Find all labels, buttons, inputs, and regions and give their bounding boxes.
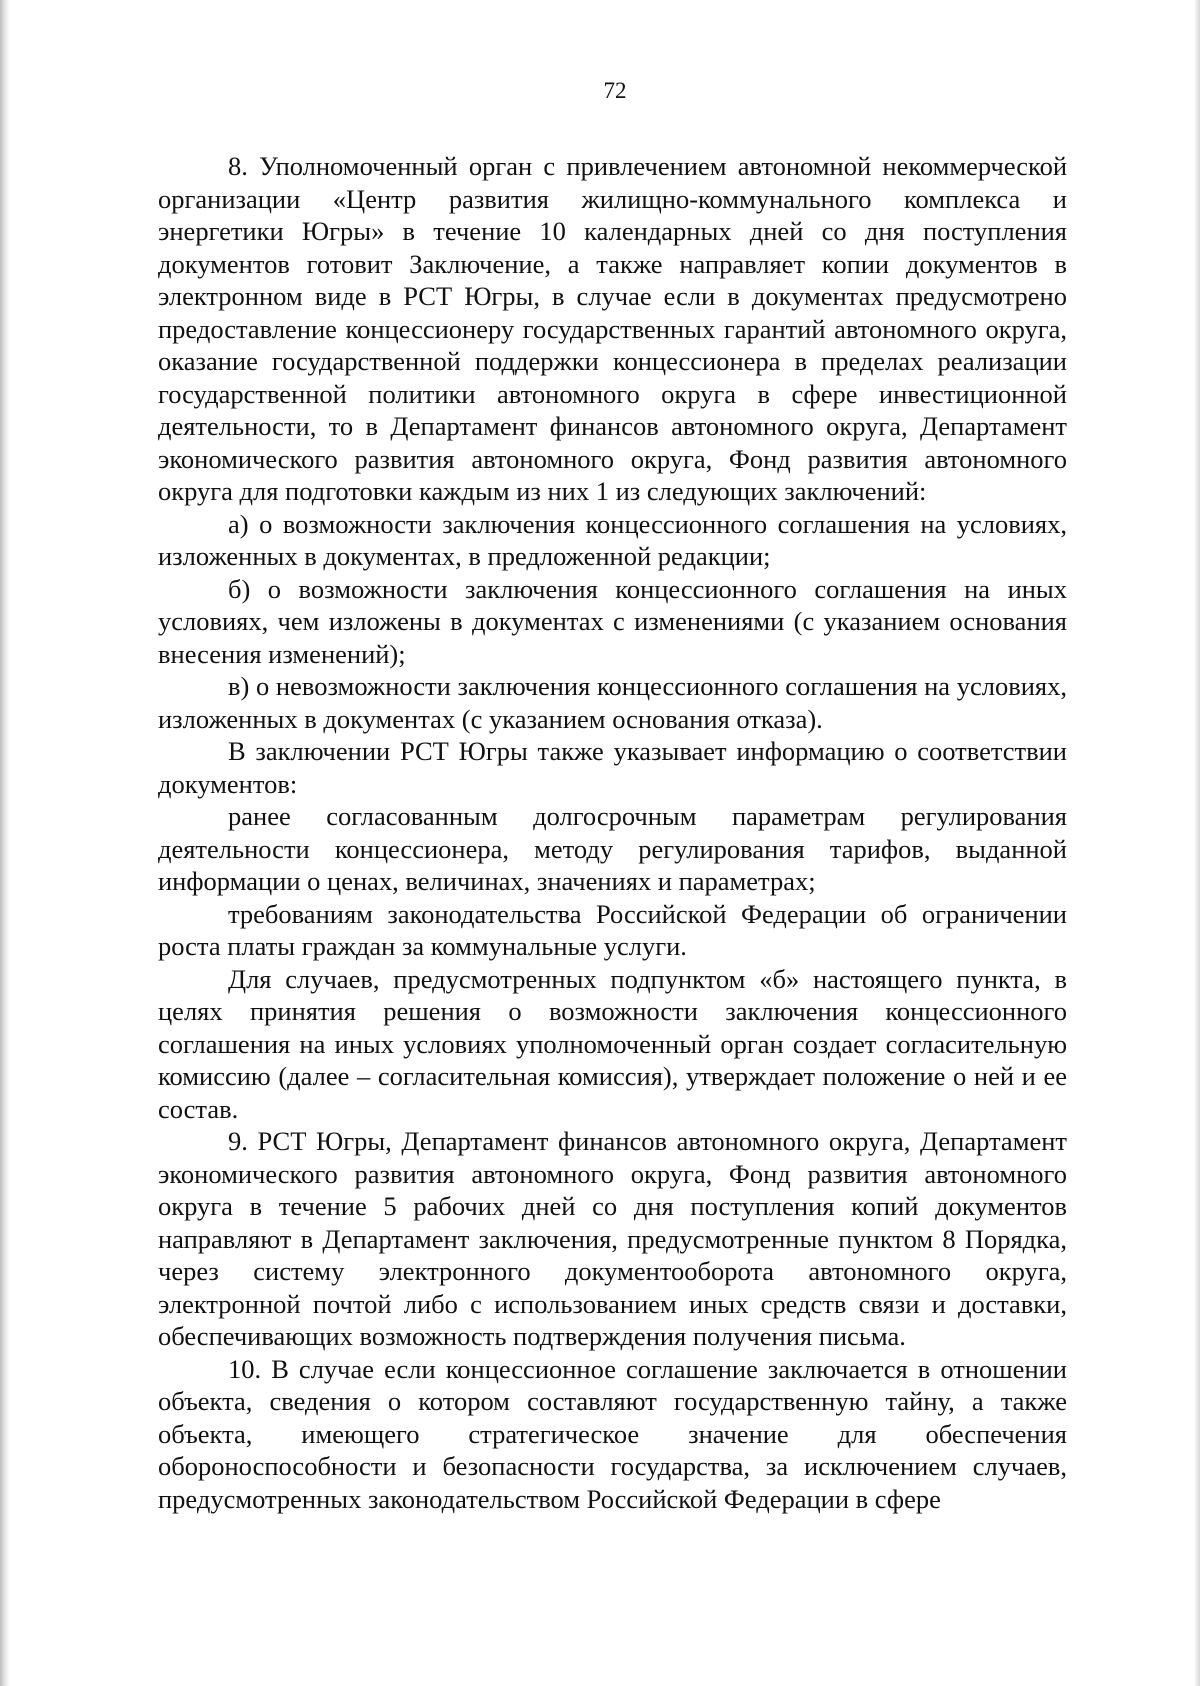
paragraph-subitem-b: б) о возможности заключения концессионного соглашения на иных условиях, чем изложены в документах с изменениями (с указанием основания внесения изменений); (158, 573, 1067, 669)
scan-edge-left (0, 0, 10, 1686)
scan-edge-right (1194, 0, 1200, 1686)
paragraph-conciliation-commission: Для случаев, предусмотренных подпунктом «б» настоящего пункта, в целях принятия решения о возможности заключения концессионного соглашения на иных условиях уполномоченный орган создает согласительную комиссию (далее – согласительная комиссия), утверждает положение о ней и ее состав. (158, 963, 1067, 1124)
paragraph-subitem-a: а) о возможности заключения концессионного соглашения на условиях, изложенных в документах, в предложенной редакции; (158, 508, 1067, 571)
paragraph-legislation-requirements: требованиям законодательства Российской Федерации об ограничении роста платы граждан за коммунальные услуги. (158, 898, 1067, 961)
paragraph-rst-conclusion: В заключении РСТ Югры также указывает информацию о соответствии документов: (158, 736, 1067, 799)
document-body (158, 150, 1067, 1515)
paragraph-item-9: 9. РСТ Югры, Департамент финансов автономного округа, Департамент экономического развития автономного округа, Фонд развития автономного округа в течение 5 рабочих дней со дня поступления копий документов направляют в Департамент заключения, предусмотренные пунктом 8 Порядка, через систему электронного документооборота автономного округа, электронной почтой либо с использованием иных средств связи и доставки, обеспечивающих возможность подтверждения получения письма. (158, 1126, 1067, 1351)
paragraph-subitem-v: в) о невозможности заключения концессионного соглашения на условиях, изложенных в документах (с указанием основания отказа). (158, 671, 1067, 734)
paragraph-item-10: 10. В случае если концессионное соглашение заключается в отношении объекта, сведения о котором составляют государственную тайну, а также объекта, имеющего стратегическое значение для обеспечения обороноспособности и безопасности государства, за исключением случаев, предусмотренных законодательством Российской Федерации в сфере (158, 1353, 1067, 1514)
paragraph-item-8: 8. Уполномоченный орган с привлечением автономной некоммерческой организации «Центр развития жилищно-коммунального комплекса и энергетики Югры» в течение 10 календарных дней со дня поступления документов готовит Заключение, а также направляет копии документов в электронном виде в РСТ Югры, в случае если в документах предусмотрено предоставление концессионеру государственных гарантий автономного округа, оказание государственной поддержки концессионера в пределах реализации государственной политики автономного округа в сфере инвестиционной деятельности, то в Департамент финансов автономного округа, Департамент экономического развития автономного округа, Фонд развития автономного округа для подготовки каждым из них 1 из следующих заключений: (158, 151, 1067, 506)
paragraph-regulation-params: ранее согласованным долгосрочным параметрам регулирования деятельности концессионера, методу регулирования тарифов, выданной информации о ценах, величинах, значениях и параметрах; (158, 801, 1067, 896)
page-number: 72 (603, 78, 627, 103)
